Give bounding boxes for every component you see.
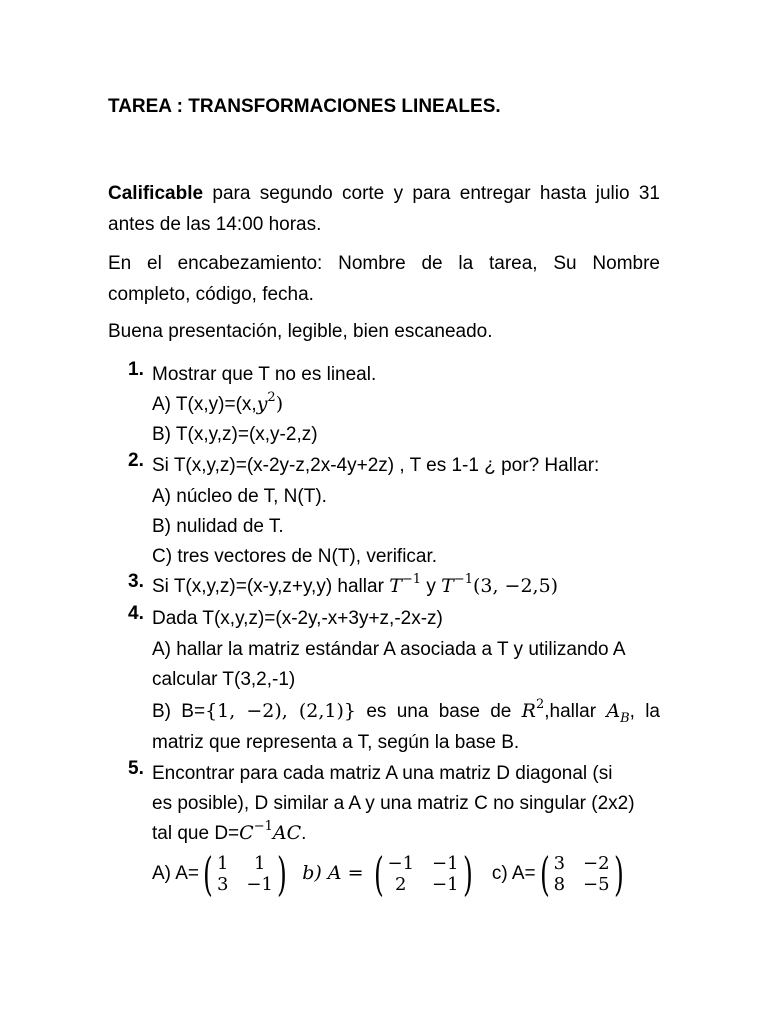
item-1-text: Mostrar que T no es lineal. [152,364,377,385]
item-4-b-mid: es una base de [356,701,522,722]
item-4-b-end: , la [629,701,660,722]
item-2-number: 2. [128,450,144,471]
matrix-c-label: c) A= [491,863,536,884]
item-5-line2: es posible), D similar a A y una matriz C no singular (2x2) [152,793,635,814]
item-3-text [152,571,558,602]
matrix-a-label: A) A= [152,863,199,884]
matrix-a: ( 1 1 3 −1 ) [203,846,287,901]
matrix-b: ( −1 −1 2 −1 ) [373,846,473,901]
item-4-a-line2: calcular T(3,2,-1) [152,669,296,690]
calificable-label: Calificable [108,183,204,204]
item-1-a-prefix: A) T(x,y)=(x, [152,394,257,415]
item-4-b-set: {1, −2), (2,1)} [205,700,357,722]
item-3-t-inverse-sup: −1 [401,571,422,587]
matrix-c-cell: 8 [553,873,566,895]
matrix-c-cell: −2 [583,852,610,874]
item-4-b-r-sup: 2 [535,696,545,712]
item-3-number: 3. [128,571,144,592]
calificable-text: para segundo corte y para entregar hasta julio 31 antes de las 14:00 horas. [108,183,660,235]
item-5-ac: AC [272,822,302,844]
item-4-b-line2: matriz que representa a T, según la base B. [152,732,520,753]
matrix-b-cell: −1 [387,852,415,874]
item-1-a [152,389,283,420]
matrix-b-label: b) A = [302,862,370,884]
item-3-argument: (3, −2,5) [472,575,559,597]
matrix-c: ( 3 −2 8 −5 ) [539,846,624,901]
matrix-a-cell: 1 [253,852,266,874]
item-4-number: 4. [128,603,144,624]
matrix-b-cell: −1 [432,873,459,895]
item-4-a-line1: A) hallar la matriz estándar A asociada a T y utilizando A [152,639,626,660]
item-5-number: 5. [128,758,144,779]
item-3-t-inverse-2: T [441,575,454,597]
item-5-line1: Encontrar para cada matriz A una matriz D diagonal (si [152,763,613,784]
item-4-text: Dada T(x,y,z)=(x-2y,-x+3y+z,-2x-z) [152,608,443,629]
matrix-a-cell: 3 [216,873,229,895]
item-5-c: C [239,822,254,844]
matrix-b-cell: −1 [432,852,459,874]
item-3-prefix: Si T(x,y,z)=(x-y,z+y,y) hallar [152,576,390,597]
matrix-b-cell: 2 [395,873,407,895]
calificable-paragraph [108,178,660,240]
matrix-c-cell: −5 [583,873,610,895]
item-1-number: 1. [128,359,144,380]
item-1-a-math: y [256,393,268,415]
item-4-b-line1 [152,696,660,727]
item-2-b: B) nulidad de T. [152,516,284,537]
presentacion-paragraph: Buena presentación, legible, bien escaneado. [108,321,493,342]
item-5-line3 [152,818,306,849]
matrix-a-cell: 1 [216,852,229,874]
item-1-b: B) T(x,y,z)=(x,y-2,z) [152,424,318,445]
item-5-c-sup: −1 [253,818,273,834]
item-4-b-a-sub: B [620,710,630,726]
matrix-c-cell: 3 [553,852,566,874]
item-4-b-prefix: B) B= [152,701,206,722]
item-2-text: Si T(x,y,z)=(x-2y-z,2x-4y+2z) , T es 1-1 ¿ por? Hallar: [152,455,600,476]
item-5-line3-prefix: tal que D= [152,823,240,844]
item-4-b-a: A [606,700,621,722]
item-1-a-suffix: ) [275,393,284,415]
document-title: TAREA : TRANSFORMACIONES LINEALES. [108,96,501,117]
item-4-b-hallar: ,hallar [544,701,607,722]
item-4-b-r: R [521,700,536,722]
item-3-mid: y [421,576,442,597]
item-3-t-inverse: T [389,575,402,597]
item-3-t-inverse-2-sup: −1 [453,571,473,587]
encabezamiento-paragraph: En el encabezamiento: Nombre de la tarea, Su Nombre completo, código, fecha. [108,253,660,305]
item-5-end: . [301,823,307,844]
item-5-matrices [152,846,628,901]
matrix-a-cell: −1 [246,873,273,895]
item-2-c: C) tres vectores de N(T), verificar. [152,546,438,567]
item-2-a: A) núcleo de T, N(T). [152,486,327,507]
item-1-a-sup: 2 [267,389,276,405]
